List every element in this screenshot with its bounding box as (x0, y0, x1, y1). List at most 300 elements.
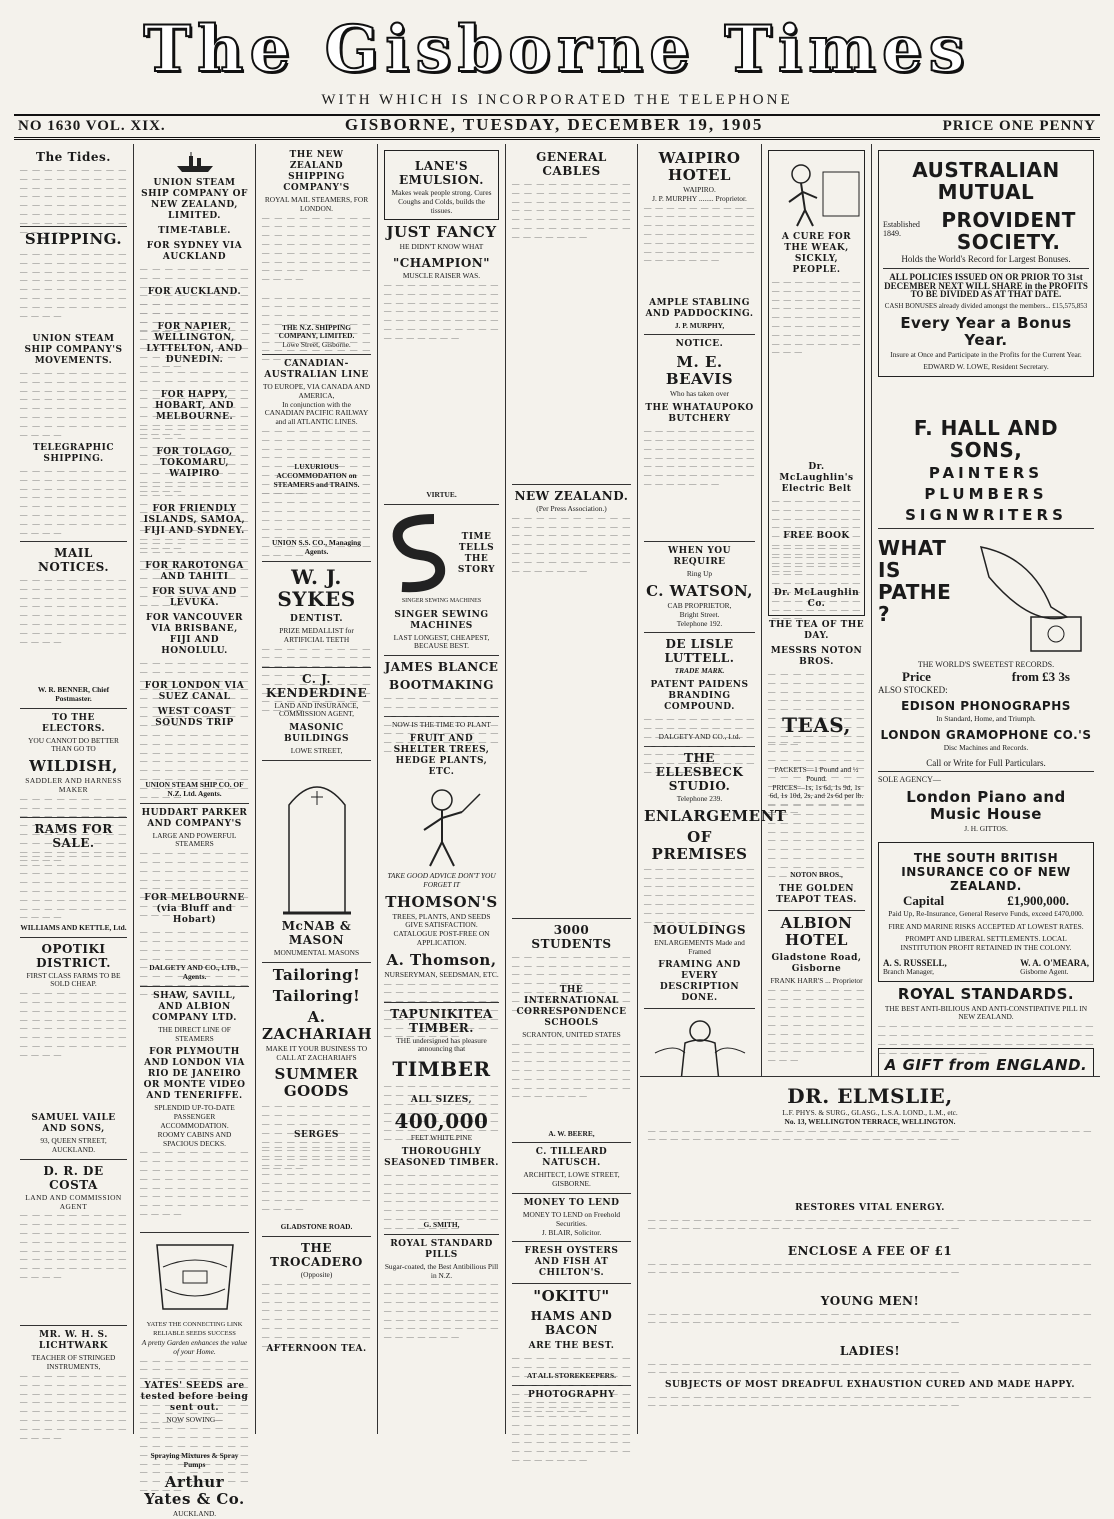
ellesbeck-text (644, 865, 755, 919)
electric-belt: Dr. McLaughlin's Electric Belt (779, 462, 854, 494)
young-men: YOUNG MEN! (820, 1293, 920, 1308)
sole-agency: SOLE AGENCY— (878, 775, 941, 785)
zachariah-make: MAKE IT YOUR BUSINESS TO CALL AT ZACHARIAH'S (265, 1043, 368, 1062)
timber-sizes: ALL SIZES, (410, 1095, 473, 1106)
mail-heading: MAIL NOTICES. (37, 546, 110, 574)
column-1 (14, 144, 134, 1434)
rams-signoff: WILLIAMS AND KETTLE, Ltd. (20, 922, 127, 932)
enclose-text (648, 1260, 1092, 1290)
divider (384, 504, 499, 505)
union-movements-text (20, 369, 127, 439)
timetable-heading: TIME-TABLE. (158, 226, 231, 236)
auckland-text (140, 300, 249, 318)
vancouver-heading: FOR VANCOUVER VIA BRISBANE, FIJI AND HONOLULU. (145, 613, 243, 656)
singer-logo-icon (384, 513, 454, 593)
wildish-text (20, 795, 127, 813)
auckland-heading: FOR AUCKLAND. (147, 287, 242, 297)
beavis-name: M. E. BEAVIS (665, 353, 734, 389)
free-book: FREE BOOK (783, 531, 850, 541)
blance-trade: BOOTMAKING (388, 678, 495, 693)
thomson-name: THOMSON'S (385, 892, 498, 911)
waipiro-text (644, 204, 755, 294)
ladies: LADIES! (839, 1343, 901, 1358)
decosta-text (20, 1211, 127, 1321)
tides-table (20, 166, 127, 222)
tahiti-heading: FOR RAROTONGA AND TAHITI (145, 561, 244, 582)
hall-name: F. HALL AND SONS, (913, 415, 1059, 462)
money-sub: MONEY TO LEND on Freehold Securities. (522, 1209, 621, 1228)
edison: EDISON PHONOGRAPHS (901, 698, 1071, 713)
sykes-text (262, 645, 371, 663)
column-4 (378, 144, 506, 1434)
tolaga-text (140, 482, 249, 500)
roomy-cabins: ROOMY CABINS AND SPACIOUS DECKS. (157, 1129, 232, 1148)
telegraphic-heading: TELEGRAPHIC SHIPPING. (32, 443, 115, 464)
shipping-heading: SHIPPING. (24, 230, 123, 248)
yates-name: Arthur Yates & Co. (144, 1472, 245, 1508)
tailoring-1: Tailoring! (272, 965, 361, 984)
ship-icon (140, 150, 249, 174)
canadian-text-2 (262, 489, 371, 539)
divider (878, 528, 1094, 529)
shipping-text (20, 250, 127, 330)
just-fancy-sub: HE DIDN'T KNOW WHAT (399, 242, 484, 252)
tea-prices: PRICES—1s, 1s 6d, 1s 9d, 1s 6d, 1s 10d, 2s, and 2s 6d per lb. (769, 782, 864, 801)
divider (512, 1193, 631, 1194)
zachariah-text-2 (262, 1143, 371, 1223)
plant-now: NOW IS THE TIME TO PLANT (392, 720, 491, 730)
sickly-man-icon (772, 158, 861, 228)
capital-label: Capital (903, 892, 945, 908)
tillard-name: C. TILLEARD NATUSCH. (535, 1147, 608, 1169)
yates-tested: YATES' SEEDS are tested before being sent out. (140, 1380, 249, 1413)
yates-city: AUCKLAND. (172, 1508, 217, 1518)
newspaper-subtitle: WITH WHICH IS INCORPORATED THE TELEPHONE (321, 92, 793, 108)
wellington-text (140, 368, 249, 386)
zachariah-name: A. ZACHARIAH (262, 1007, 373, 1043)
prompt-settlements: PROMPT AND LIBERAL SETTLEMENTS. LOCAL INSTITUTION PROFIT RETAINED IN THE COLONY. (900, 934, 1072, 953)
albion-address: Gladstone Road, Gisborne (771, 952, 862, 974)
price-from: from £3 3s (1011, 669, 1070, 685)
lichtwark-text (20, 1372, 127, 1442)
just-fancy: JUST FANCY (386, 223, 497, 242)
hams-bacon: HAMS AND BACON (530, 1309, 613, 1338)
ellesbeck: THE ELLESBECK STUDIO. (655, 750, 744, 793)
omeara-name: W. A. O'MEARA, (1020, 957, 1089, 968)
shaw-savill-text (140, 1148, 249, 1228)
divider (20, 937, 127, 938)
elmslie-name: DR. ELMSLIE, (787, 1084, 953, 1108)
elmslie-address: No. 13, WELLINGTON TERRACE, WELLINGTON. (784, 1116, 956, 1126)
sykes-medal: PRIZE MEDALLIST for ARTIFICIAL TEETH (279, 625, 354, 644)
restores-text (648, 1216, 1092, 1240)
nurseryman-figure-icon (384, 782, 499, 868)
sykes-trade: DENTIST. (290, 613, 343, 624)
issue-number: NO 1630 VOL. XIX. (18, 118, 166, 134)
union-movements-heading: UNION STEAM SHIP COMPANY'S MOVEMENTS. (24, 334, 123, 366)
thomson-text (384, 980, 499, 998)
tailoring-2: Tailoring! (272, 986, 361, 1005)
champion-text (384, 281, 499, 491)
noton-bros: MESSRS NOTON BROS. (770, 646, 863, 667)
tides-heading: The Tides. (36, 150, 111, 164)
timber-quantity-sub: FEET WHITE PINE (410, 1133, 473, 1143)
subjects-text (648, 1393, 1092, 1453)
singer-sub: LAST LONGEST, CHEAPEST, BECAUSE BEST. (393, 632, 490, 651)
elmslie-text (648, 1127, 1092, 1199)
piano-house: London Piano and Music House (906, 788, 1066, 824)
amp-lowe: EDWARD W. LOWE, Resident Secretary. (923, 361, 1049, 371)
mcnab-sub: MONUMENTAL MASONS (273, 947, 360, 957)
divider (384, 1234, 499, 1235)
noton-text (768, 670, 865, 710)
teas: TEAS, (782, 713, 851, 737)
opotiki-sub: FIRST CLASS FARMS TO BE SOLD CHEAP. (26, 970, 121, 989)
notice: NOTICE. (675, 339, 724, 350)
royal-standards-sub: THE BEST ANTI-BILIOUS AND ANTI-CONSTIPATIVE PILL IN NEW ZEALAND. (884, 1003, 1088, 1022)
beavis-text (644, 427, 755, 537)
patent-text (644, 715, 755, 733)
hobart-text (140, 425, 249, 443)
trocadero-text (262, 1280, 371, 1340)
lanes-sub: Makes weak people strong. Cures Coughs and Colds, builds the tissues. (391, 188, 492, 215)
mclaughlin-co: Dr. McLaughlin Co. (773, 588, 860, 609)
murphy-proprietor: J. P. MURPHY ........ Proprietor. (652, 193, 747, 203)
mail-text (20, 576, 127, 686)
money-name: J. BLAIR, Solicitor. (541, 1227, 602, 1237)
thomson-trade: NURSERYMAN, SEEDSMAN, ETC. (384, 969, 499, 979)
yates-caption: A pretty Garden enhances the value of your Home. (141, 1337, 248, 1356)
rams-text (20, 852, 127, 924)
fiji-heading: FOR FRIENDLY ISLANDS, SAMOA, FIJI AND SYDNEY. (143, 504, 246, 536)
union-signoff: UNION STEAM SHIP CO. OF N.Z. Ltd. Agents. (145, 780, 244, 798)
mail-signoff: W. R. BENNER, Chief Postmaster. (37, 685, 110, 703)
plumbers: PLUMBERS (924, 484, 1048, 503)
divider (20, 541, 127, 542)
divider (20, 708, 127, 709)
canadian-heading: CANADIAN-AUSTRALIAN LINE (264, 358, 369, 380)
students-text (512, 953, 631, 981)
watson-name: C. WATSON, (646, 581, 753, 600)
column-2 (134, 144, 256, 1518)
ics-title: THE INTERNATIONAL CORRESPONDENCE SCHOOLS (516, 984, 627, 1028)
divider (644, 1008, 755, 1009)
divider (512, 1142, 631, 1143)
sykes-name: W. J. SYKES (277, 564, 356, 611)
hobart-heading: FOR HAPPY, HOBART, AND MELBOURNE. (155, 390, 234, 422)
issue-date: GISBORNE, TUESDAY, DECEMBER 19, 1905 (344, 115, 764, 134)
tillard-trade: ARCHITECT, LOWE STREET, GISBORNE. (523, 1170, 620, 1189)
lowe-street: LOWE STREET, (290, 746, 343, 756)
gramophone: LONDON GRAMOPHONE CO.'S (880, 727, 1092, 742)
huddart-sub: LARGE AND POWERFUL STEAMERS (152, 830, 237, 849)
huddart-text (140, 849, 249, 889)
framing: FRAMING AND EVERY DESCRIPTION DONE. (658, 960, 741, 1004)
divider (384, 655, 499, 656)
nzsc-table (262, 214, 371, 294)
timber-seasoned: THOROUGHLY SEASONED TIMBER. (384, 1146, 499, 1168)
yates-seeds-list (140, 1424, 249, 1452)
mouldings: MOULDINGS (652, 922, 747, 937)
lichtwark-name: MR. W. H. S. LICHTWARK (38, 1330, 109, 1352)
gramophone-sub: Disc Machines and Records. (943, 742, 1029, 752)
tea-text-2 (768, 801, 865, 871)
column-5 (506, 144, 638, 1434)
electors-heading: TO THE ELECTORS. (41, 712, 106, 734)
amp-record: Holds the World's Record for Largest Bonuses. (901, 254, 1071, 264)
shaw-savill-name: SHAW, SAVILL, AND ALBION COMPANY LTD. (152, 990, 237, 1023)
column-3 (256, 144, 378, 1434)
ladies-text (648, 1360, 1092, 1376)
nz-text (512, 514, 631, 914)
paid-up: Paid Up, Re-Insurance, General Reserve Funds, exceed £470,000. (888, 908, 1084, 918)
singer-line: SINGER SEWING MACHINES (394, 609, 489, 631)
cure-text (772, 278, 861, 458)
packets: PACKETS—1 Pound and ½ Pound. (774, 765, 859, 783)
canadian-pacific: In conjunction with the CANADIAN PACIFIC RAILWAY and all ATLANTIC LINES. (264, 399, 369, 427)
watson-address: Bright Street. (679, 609, 720, 619)
yates-seed-packet-icon (140, 1237, 249, 1317)
enlargements: ENLARGEMENTS Made and Framed (654, 937, 745, 956)
divider (768, 910, 865, 911)
melbourne-text (140, 928, 249, 964)
edison-sub: In Standard, Home, and Triumph. (936, 713, 1036, 723)
timber-sub: THE undersigned has pleasure announcing that (396, 1035, 487, 1054)
signwriters: SIGNWRITERS (905, 505, 1067, 524)
restores-energy: RESTORES VITAL ENERGY. (795, 1202, 945, 1213)
royal-mail: ROYAL MAIL STEAMERS, FOR LONDON. (264, 195, 369, 213)
catalogue: CATALOGUE POST-FREE ON APPLICATION. (393, 929, 490, 947)
cables-text (512, 180, 631, 480)
nzsc-title: THE NEW ZEALAND SHIPPING COMPANY'S (283, 150, 350, 193)
waipiro-sub: WAIPIRO. (683, 185, 716, 194)
young-text (648, 1310, 1092, 1340)
cure-logo: A CURE FOR THE WEAK, SICKLY, PEOPLE. (781, 232, 852, 275)
ics-sub: SCRANTON, UNITED STATES (522, 1029, 621, 1039)
divider (140, 803, 249, 804)
trade-mark: TRADE MARK. (674, 666, 725, 676)
divider (512, 1283, 631, 1284)
hams-text (512, 1354, 631, 1372)
pathe-heading: WHAT IS PATHE ? (878, 535, 952, 626)
albion-hotel: ALBION HOTEL (780, 913, 853, 949)
money-heading: MONEY TO LEND (523, 1197, 620, 1208)
wildish-name: WILDISH, (29, 757, 118, 776)
virtue: VIRTUE. (426, 489, 457, 499)
noton-signoff: NOTON BROS., (790, 870, 843, 880)
divider (644, 541, 755, 542)
delisle: DE LISLE LUTTELL. (664, 637, 735, 666)
lanes-heading: LANE'S EMULSION. (399, 159, 484, 187)
timber-text (384, 1082, 499, 1091)
yates-now: NOW SOWING— (166, 1414, 223, 1424)
canadian-sub: TO EUROPE, VIA CANADA AND AMERICA, (262, 381, 371, 400)
dalgety-agents: DALGETY AND CO., LTD., Agents. (149, 963, 240, 981)
samuel-vaile-address: 93, QUEEN STREET, AUCKLAND. (40, 1136, 107, 1154)
mcnab-name: McNAB & MASON (281, 918, 352, 947)
beavis-sub: Who has taken over (670, 389, 729, 399)
wildish-trade: SADDLER AND HARNESS MAKER (25, 776, 122, 794)
timber-smith: G. SMITH, (423, 1219, 460, 1229)
royal-pills: ROYAL STANDARD PILLS (390, 1238, 493, 1260)
amp-established: Established 1849. (883, 220, 920, 238)
russell-name: A. S. RUSSELL, (883, 957, 947, 968)
masthead (14, 8, 1100, 114)
tea-of-day: THE TEA OF THE DAY. (768, 620, 865, 641)
gravestone-icon (262, 765, 371, 915)
watson-telephone: Telephone 192. (676, 618, 723, 628)
yates-spray: Spraying Mixtures & Spray Pumps (150, 1451, 239, 1470)
ellesbeck-telephone: Telephone 239. (676, 793, 723, 803)
butchery: THE WHATAUPOKO BUTCHERY (645, 403, 754, 425)
waipiro-hotel: WAIPIRO HOTEL (658, 149, 741, 184)
nzsc-address: Lowe Street, Gisborne. (282, 340, 351, 350)
timber: TIMBER (392, 1057, 491, 1082)
divider (262, 1236, 371, 1237)
hams-sub: ARE THE BEST. (528, 1341, 615, 1352)
samuel-vaile: SAMUEL VAILE AND SONS, (31, 1113, 116, 1135)
decosta-name: D. R. DE COSTA (43, 1163, 104, 1192)
royal-pills-text (384, 1280, 499, 1340)
blance-text (384, 694, 499, 712)
union-managing-agents: UNION S.S. CO., Managing Agents. (272, 538, 361, 557)
photography-text (512, 1403, 631, 1433)
gittos: J. H. GITTOS. (964, 824, 1008, 834)
serges: SERGES (294, 1130, 339, 1141)
divider (644, 334, 755, 335)
timber-text-2 (384, 1171, 499, 1221)
huddart-name: HUDDART PARKER AND COMPANY'S (141, 807, 248, 829)
amp-title: AUSTRALIAN MUTUAL (912, 158, 1060, 204)
amp-insure: Insure at Once and Participate in the Profits for the Current Year. (890, 349, 1082, 359)
russell-role: Branch Manager, (883, 966, 935, 976)
singer-ad (384, 509, 499, 597)
time-tells: TIME TELLS THE STORY (457, 531, 496, 575)
divider (512, 1241, 631, 1242)
kenderdine-name: C. J. KENDERDINE (265, 671, 368, 700)
okitu: "OKITU" (533, 1287, 610, 1306)
royal-standards-text (878, 1022, 1094, 1042)
wellington-heading: FOR NAPIER, WELLINGTON, LYTTELTON, AND DUNEDIN. (146, 322, 243, 365)
opotiki-text (20, 989, 127, 1109)
dateline (14, 114, 1100, 140)
also-stocked: ALSO STOCKED: (878, 685, 948, 696)
divider (878, 771, 1094, 772)
amp-policies: ALL POLICIES ISSUED ON OR PRIOR TO 31st DECEMBER NEXT WILL SHARE in the PROFITS TO BE DIVIDED AS AT THAT DATE. (884, 271, 1088, 300)
golden-teapot: THE GOLDEN TEAPOT TEAS. (776, 883, 857, 905)
zachariah-address: GLADSTONE ROAD. (280, 1222, 353, 1232)
subjects: SUBJECTS OF MOST DREADFUL EXHAUSTION CURED AND MADE HAPPY. (664, 1379, 1076, 1390)
albion-text (768, 986, 865, 1036)
suez-heading: FOR LONDON VIA SUEZ CANAL (144, 681, 245, 702)
divider (20, 1325, 127, 1326)
divider (262, 760, 371, 761)
fire-marine: FIRE AND MARINE RISKS ACCEPTED AT LOWEST RATES. (888, 921, 1084, 931)
vancouver-text (140, 659, 249, 677)
tolaga-heading: FOR TOLAGO, TOKOMARU, WAIPIRO (156, 447, 233, 479)
union-company-name: UNION STEAM SHIP COMPANY OF NEW ZEALAND, LIMITED. (141, 178, 248, 221)
canadian-text (262, 427, 371, 463)
masonic-buildings: MASONIC BUILDINGS (284, 723, 349, 745)
patent: PATENT PAIDENS BRANDING COMPOUND. (650, 680, 749, 713)
fiji-text (140, 539, 249, 557)
price-label: Price (902, 669, 931, 685)
elmslie-ad (640, 1076, 1100, 1442)
divider (262, 561, 371, 562)
yates-logo-text: YATES' THE CONNECTING LINK RELIABLE SEEDS SUCCESS (146, 1321, 243, 1338)
south-british: THE SOUTH BRITISH INSURANCE CO OF NEW ZEALAND. (901, 850, 1071, 893)
kenderdine-trade: LAND AND INSURANCE, COMMISSION AGENT, (274, 700, 359, 719)
premises: OF PREMISES (651, 827, 748, 863)
phonograph-icon (971, 537, 1091, 657)
ics-rep: A. W. BEERE, (548, 1128, 595, 1138)
general-cables: GENERAL CABLES (536, 150, 607, 178)
issue-price: PRICE ONE PENNY (942, 118, 1096, 134)
sweetest-records: THE WORLD'S SWEETEST RECORDS. (917, 659, 1055, 669)
a-thomson: A. Thomson, (386, 950, 497, 969)
divider (140, 1232, 249, 1233)
gift-from-england: A GIFT from ENGLAND. (884, 1056, 1088, 1075)
elmslie-quals: L.F. PHYS. & SURG., GLASG., L.S.A. LOND., L.M., etc. (782, 1108, 958, 1117)
sydney-text (140, 265, 249, 283)
melbourne-heading: FOR MELBOURNE (via Bluff and Hobart) (144, 893, 245, 926)
ics-text (512, 1040, 631, 1130)
murphy-signoff: J. P. MURPHY, (674, 320, 725, 330)
trocadero-sub: (Opposite) (300, 1270, 333, 1280)
divider (644, 632, 755, 633)
nz-sub: (Per Press Association.) (536, 504, 607, 513)
take-good-advice: TAKE GOOD ADVICE DON'T YOU FORGET IT (387, 870, 496, 889)
summer-goods: SUMMER GOODS (274, 1065, 359, 1101)
enclose-fee: ENCLOSE A FEE OF £1 (787, 1243, 953, 1258)
direct-line: THE DIRECT LINE OF STEAMERS (158, 1024, 231, 1043)
amp-name: PROVIDENT SOCIETY. (941, 208, 1076, 254)
divider (512, 918, 631, 919)
opotiki-heading: OPOTIKI DISTRICT. (36, 941, 111, 970)
afternoon-tea: AFTERNOON TEA. (266, 1343, 367, 1354)
patent-dalgety: DALGETY AND CO., Ltd. (658, 732, 741, 742)
amp-cash: CASH BONUSES already divided amongst the members... £15,575,853 (884, 302, 1088, 311)
champion: "CHAMPION" (392, 256, 491, 271)
west-coast-heading: WEST COAST SOUNDS TRIP (155, 707, 234, 728)
watson-ring: Ring Up (686, 569, 713, 579)
watson-trade: CAB PROPRIETOR, (667, 600, 732, 610)
divider (883, 268, 1089, 269)
nzsc-signoff: THE N.Z. SHIPPING COMPANY, LIMITED. (278, 322, 355, 341)
call-or-write: Call or Write for Full Particulars. (926, 757, 1046, 768)
yates-text (140, 1357, 249, 1377)
timber-quantity: 400,000 (394, 1109, 489, 1134)
royal-standards: ROYAL STANDARDS. (897, 984, 1075, 1003)
electors-line: YOU CANNOT DO BETTER THAN GO TO (28, 735, 119, 754)
luxurious: LUXURIOUS ACCOMMODATION on STEAMERS and TRAINS. (273, 461, 360, 489)
zachariah-text (262, 1102, 371, 1126)
students: 3000 STUDENTS (531, 922, 612, 951)
telegraphic-text (20, 467, 127, 537)
belt-text (772, 497, 861, 527)
capital-value: £1,900,000. (1007, 892, 1069, 908)
ample-stabling: AMPLE STABLING AND PADDOCKING. (645, 297, 754, 319)
champion-sub: MUSCLE RAISER WAS. (402, 271, 481, 281)
albion-proprietor: FRANK HARR'S ... Proprietor (770, 975, 863, 985)
omeara-role: Gisborne Agent. (1020, 966, 1069, 976)
painters: PAINTERS (928, 463, 1044, 482)
lichtwark-trade: TEACHER OF STRINGED INSTRUMENTS, (31, 1353, 116, 1372)
west-coast-text (140, 731, 249, 781)
fruit-trees: FRUIT AND SHELTER TREES, HEDGE PLANTS, ETC. (393, 733, 490, 777)
singer-logo-text: SINGER SEWING MACHINES (401, 597, 482, 604)
sydney-heading: FOR SYDNEY VIA AUCKLAND (146, 241, 243, 262)
